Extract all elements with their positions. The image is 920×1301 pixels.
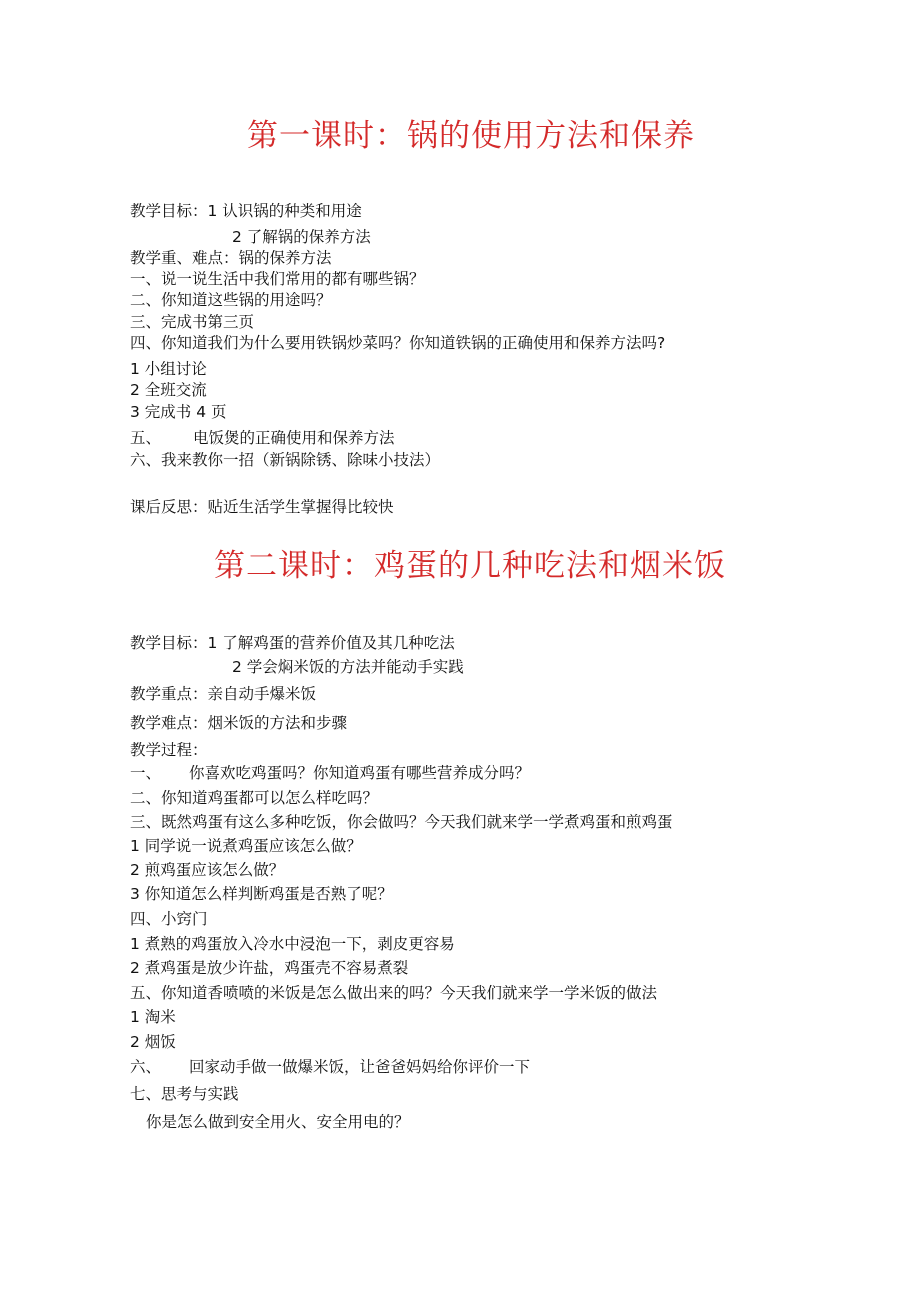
lesson1-step-3: 三、完成书第三页 bbox=[130, 313, 255, 331]
lesson2-step-4-sub-1: 1 煮熟的鸡蛋放入冷水中浸泡一下，剥皮更容易 bbox=[130, 935, 455, 953]
lesson1-step-5-num: 五、 bbox=[130, 429, 162, 447]
lesson2-key-point: 教学重点：亲自动手爆米饭 bbox=[130, 685, 317, 703]
lesson2-step-3: 三、既然鸡蛋有这么多种吃饭，你会做吗？今天我们就来学一学煮鸡蛋和煎鸡蛋 bbox=[130, 813, 673, 831]
lesson2-step-1 bbox=[130, 763, 530, 783]
lesson2-goal-1: 1 了解鸡蛋的营养价值及其几种吃法 bbox=[207, 634, 455, 652]
lesson2-step-2: 二、你知道鸡蛋都可以怎么样吃吗？ bbox=[130, 789, 379, 807]
lesson1-step-5 bbox=[130, 428, 395, 448]
lesson2-process: 教学过程： bbox=[130, 741, 208, 759]
lesson1-reflection: 课后反思：贴近生活学生掌握得比较快 bbox=[130, 498, 394, 516]
lesson2-step-3-sub-1: 1 同学说一说煮鸡蛋应该怎么做？ bbox=[130, 837, 362, 855]
lesson1-step-6: 六、我来教你一招（新锅除锈、除味小技法） bbox=[130, 451, 441, 469]
lesson2-step-7-question: 你是怎么做到安全用火、安全用电的？ bbox=[146, 1113, 410, 1131]
lesson2-goal-2: 2 学会焖米饭的方法并能动手实践 bbox=[232, 658, 464, 676]
lesson1-sub-3: 3 完成书 4 页 bbox=[130, 403, 227, 421]
lesson2-step-5: 五、你知道香喷喷的米饭是怎么做出来的吗？今天我们就来学一学米饭的做法 bbox=[130, 984, 658, 1002]
lesson2-step-1-text: 你喜欢吃鸡蛋吗？你知道鸡蛋有哪些营养成分吗？ bbox=[189, 764, 531, 782]
lesson2-step-1-num: 一、 bbox=[130, 764, 162, 782]
lesson1-sub-2: 2 全班交流 bbox=[130, 381, 207, 399]
lesson2-title: 第二课时：鸡蛋的几种吃法和烟米饭 bbox=[214, 548, 726, 584]
lesson1-goal-1: 1 认识锅的种类和用途 bbox=[207, 202, 362, 220]
lesson1-sub-1: 1 小组讨论 bbox=[130, 360, 207, 378]
lesson2-step-6 bbox=[130, 1057, 530, 1077]
lesson2-step-3-sub-3: 3 你知道怎么样判断鸡蛋是否熟了呢？ bbox=[130, 885, 393, 903]
lesson1-step-5-text: 电饭煲的正确使用和保养方法 bbox=[193, 429, 395, 447]
lesson2-difficulty: 教学难点：烟米饭的方法和步骤 bbox=[130, 714, 348, 732]
lesson1-step-2: 二、你知道这些锅的用途吗？ bbox=[130, 291, 332, 309]
lesson2-goal-label: 教学目标： bbox=[130, 634, 208, 652]
lesson1-step-4: 四、你知道我们为什么要用铁锅炒菜吗？你知道铁锅的正确使用和保养方法吗? bbox=[130, 334, 666, 352]
lesson1-step-1: 一、说一说生活中我们常用的都有哪些锅？ bbox=[130, 270, 425, 288]
lesson2-step-5-sub-1: 1 淘米 bbox=[130, 1008, 176, 1026]
lesson2-goal-line-1 bbox=[130, 633, 455, 653]
lesson2-step-4-sub-2: 2 煮鸡蛋是放少许盐，鸡蛋壳不容易煮裂 bbox=[130, 959, 409, 977]
lesson2-step-5-sub-2: 2 烟饭 bbox=[130, 1033, 176, 1051]
lesson1-goal-2: 2 了解锅的保养方法 bbox=[232, 228, 371, 246]
lesson1-goal-line-1 bbox=[130, 201, 362, 221]
lesson2-step-7: 七、思考与实践 bbox=[130, 1085, 239, 1103]
lesson2-step-3-sub-2: 2 煎鸡蛋应该怎么做？ bbox=[130, 861, 285, 879]
lesson2-step-6-num: 六、 bbox=[130, 1058, 162, 1076]
lesson1-goal-label: 教学目标： bbox=[130, 202, 208, 220]
lesson1-title: 第一课时：锅的使用方法和保养 bbox=[247, 118, 695, 154]
lesson2-step-4: 四、小窍门 bbox=[130, 910, 208, 928]
lesson2-step-6-text: 回家动手做一做爆米饭，让爸爸妈妈给你评价一下 bbox=[189, 1058, 531, 1076]
lesson1-key-point: 教学重、难点：锅的保养方法 bbox=[130, 249, 332, 267]
